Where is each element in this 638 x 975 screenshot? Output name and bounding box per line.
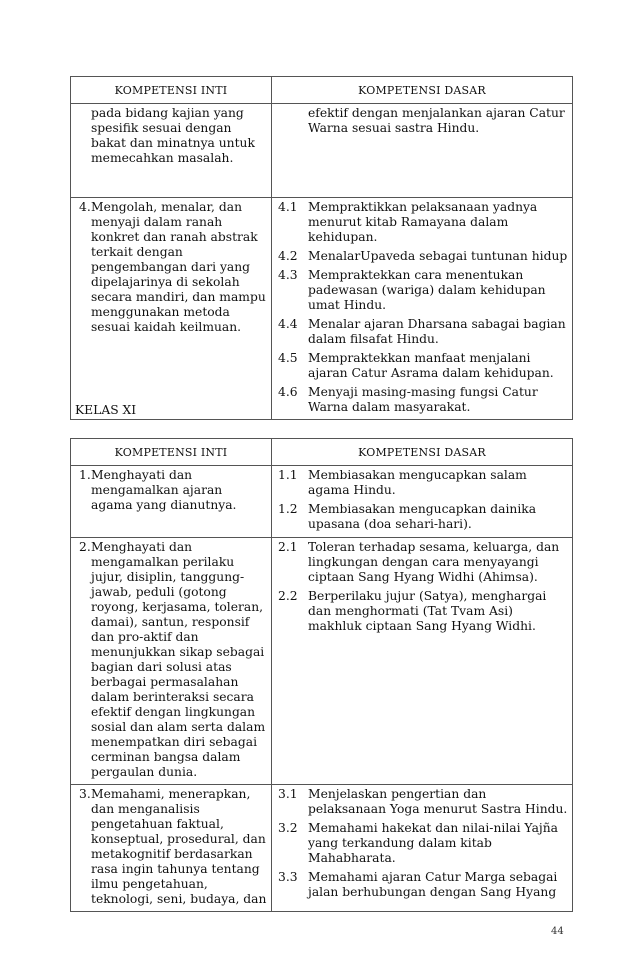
kd-list — [272, 538, 572, 638]
kd-item — [278, 200, 568, 245]
kd-text: Memahami hakekat dan nilai-nilai Yajña yang terkandung dalam kitab Mahabharata. — [308, 821, 558, 865]
kd-text: Menjelaskan pengertian dan pelaksanaan Yoga menurut Sastra Hindu. — [308, 787, 568, 816]
kd-text: Mempraktekkan cara menentukan padewasan (wariga) dalam kehidupan umat Hindu. — [308, 268, 546, 312]
competency-table-continued — [70, 76, 573, 420]
ki-text: Menghayati dan mengamalkan ajaran agama yang dianutnya. — [91, 468, 237, 512]
kd-text: Berperilaku jujur (Satya), menghargai dan menghormati (Tat Tvam Asi) makhluk ciptaan Sang Hyang Widhi. — [308, 589, 547, 633]
kd-item — [278, 787, 568, 817]
kd-number: 3.2 — [278, 821, 298, 835]
kd-text: Mempraktekkan manfaat menjalani ajaran Catur Asrama dalam kehidupan. — [308, 351, 554, 380]
ki-text: Menghayati dan mengamalkan perilaku jujur, disiplin, tanggung-jawab, peduli (gotong royong, kerjasama, toleran, damai), santun, responsif dan pro-aktif dan menunjukkan sikap sebagai bagian dari solusi atas berbagai permasalahan dalam berinteraksi secara efektif dengan lingkungan sosial dan alam serta dalam menempatkan diri sebagai cerminan bangsa dalam pergaulan dunia. — [91, 540, 266, 779]
kd-text: Toleran terhadap sesama, keluarga, dan lingkungan dengan cara menyayangi ciptaan Sang Hyang Widhi (Ahimsa). — [308, 540, 560, 584]
ki-text: Memahami, menerapkan, dan menganalisis pengetahuan faktual, konseptual, prosedural, dan metakognitif berdasarkan rasa ingin tahunya tentang ilmu pengetahuan, teknologi, seni, budaya, dan — [91, 787, 267, 906]
kd-text: Mempraktikkan pelaksanaan yadnya menurut kitab Ramayana dalam kehidupan. — [308, 200, 538, 244]
header-kompetensi-inti: KOMPETENSI INTI — [71, 439, 272, 466]
kd-text: Memahami ajaran Catur Marga sebagai jalan berhubungan dengan Sang Hyang — [308, 870, 558, 899]
kd-item — [278, 268, 568, 313]
kd-item — [278, 317, 568, 347]
page-number: 44 — [551, 926, 564, 937]
table-row — [71, 538, 573, 785]
kd-text: Menyaji masing-masing fungsi Catur Warna dalam masyarakat. — [308, 385, 538, 414]
kd-number: 1.1 — [278, 468, 298, 482]
kd-number: 4.4 — [278, 317, 298, 331]
kd-item — [278, 468, 568, 498]
ki-number: 2. — [79, 540, 91, 554]
header-kompetensi-dasar: KOMPETENSI DASAR — [272, 439, 573, 466]
ki-number: 3. — [79, 787, 91, 801]
kd-text: Membiasakan mengucapkan salam agama Hindu. — [308, 468, 527, 497]
table-row — [71, 466, 573, 538]
kd-item — [278, 249, 568, 264]
table-row — [71, 198, 573, 420]
kd-list — [272, 466, 572, 536]
table-row — [71, 785, 573, 912]
kd-number: 2.1 — [278, 540, 298, 554]
ki-item — [71, 785, 271, 911]
kd-number: 3.1 — [278, 787, 298, 801]
kd-number: 4.3 — [278, 268, 298, 282]
table-header-row — [71, 439, 573, 466]
kd-number: 2.2 — [278, 589, 298, 603]
competency-table-kelas-xi — [70, 438, 573, 912]
kd-item — [278, 589, 568, 634]
kd-text: Membiasakan mengucapkan dainika upasana (doa sehari-hari). — [308, 502, 537, 531]
ki-number: 4. — [79, 200, 91, 214]
kd-number: 3.3 — [278, 870, 298, 884]
ki-text: pada bidang kajian yang spesifik sesuai dengan bakat dan minatnya untuk memecahkan masalah. — [91, 106, 255, 165]
kd-list — [272, 198, 572, 419]
table-row — [71, 104, 573, 198]
header-kompetensi-dasar: KOMPETENSI DASAR — [272, 77, 573, 104]
kd-text: Menalar ajaran Dharsana sabagai bagian dalam filsafat Hindu. — [308, 317, 566, 346]
kd-item — [278, 385, 568, 415]
ki-number: 1. — [79, 468, 91, 482]
kd-list — [272, 785, 572, 904]
kd-text: efektif dengan menjalankan ajaran Catur Warna sesuai sastra Hindu. — [308, 106, 565, 135]
kd-number: 4.1 — [278, 200, 298, 214]
table-header-row — [71, 77, 573, 104]
kd-item — [278, 870, 568, 900]
ki-item — [71, 538, 271, 784]
kd-item — [278, 540, 568, 585]
kd-text: MenalarUpaveda sebagai tuntunan hidup — [308, 249, 568, 263]
section-heading-kelas: KELAS XI — [75, 403, 137, 417]
kd-number: 4.2 — [278, 249, 298, 263]
kd-item — [278, 821, 568, 866]
ki-item — [71, 198, 271, 339]
kd-item — [278, 502, 568, 532]
kd-number: 4.5 — [278, 351, 298, 365]
header-kompetensi-inti: KOMPETENSI INTI — [71, 77, 272, 104]
kd-item — [278, 351, 568, 381]
kd-number: 4.6 — [278, 385, 298, 399]
kd-number: 1.2 — [278, 502, 298, 516]
ki-item — [71, 466, 271, 517]
ki-text: Mengolah, menalar, dan menyaji dalam ranah konkret dan ranah abstrak terkait dengan pengembangan dari yang dipelajarinya di sekolah secara mandiri, dan mampu menggunakan metoda sesuai kaidah keilmuan. — [91, 200, 266, 334]
